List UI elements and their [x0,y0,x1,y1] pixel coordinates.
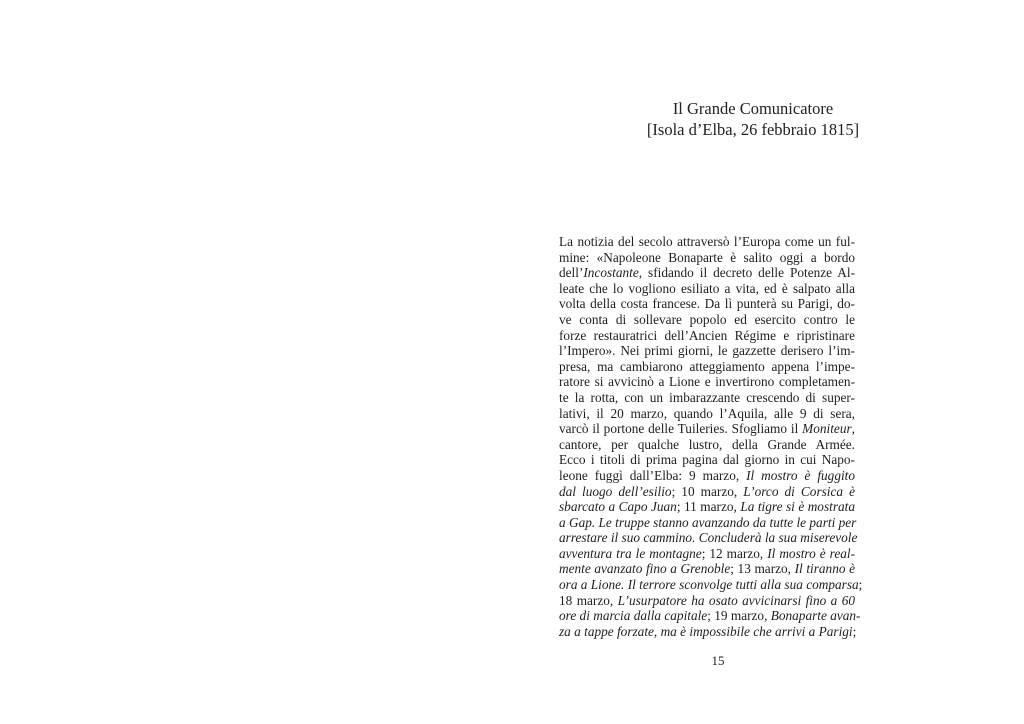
text-line [559,577,863,593]
text-line [559,390,855,406]
italic-text: Moniteur [802,421,852,437]
text-line [559,359,855,375]
italic-text: sbarcato a Capo Juan [559,499,677,515]
text-line [559,593,855,609]
text-line [559,499,855,515]
text-line [559,328,855,344]
text-line [559,250,855,266]
text-line [559,312,855,328]
text-line [559,296,855,312]
italic-text: ora a Lione. Il terrore sconvolge tutti alla sua comparsa [559,577,859,593]
text-line [559,374,855,390]
italic-text: Il tiranno è [794,561,855,577]
text-segment: 18 marzo, [559,592,618,608]
text-segment: Ecco i titoli di prima pagina dal giorno in cui Napo- [559,452,855,468]
text-segment: ; 10 marzo, [671,483,744,499]
text-segment: La notizia del secolo attraversò l’Europa come un ful- [559,234,855,249]
page-number: 15 [711,653,725,668]
text-line [559,281,855,297]
chapter-heading [558,98,948,140]
text-line [559,561,855,577]
text-segment: lativi, il 20 marzo, quando l’Aquila, alle 9 di sera, [559,405,855,421]
text-segment: leone fuggì dall’Elba: 9 marzo, [559,467,747,483]
italic-text: L’usurpatore ha osato avvicinarsi fino a 60 [617,592,856,608]
italic-text: dal luogo dell’esilio [559,483,672,499]
text-line [559,452,855,468]
text-segment: dell’ [559,265,584,281]
text-segment: presa, ma cambiarono atteggiamento appena l’impe- [559,358,855,374]
italic-text: Bonaparte avan- [770,608,861,624]
text-line [559,515,855,531]
right-page [512,0,1024,724]
text-line [559,421,855,437]
text-line [559,624,855,640]
text-segment: mine: «Napoleone Bonaparte è salito oggi a bordo [559,249,855,265]
italic-text: a Gap. Le truppe stanno avanzando da tutte le parti per [559,514,857,530]
italic-text: za a tappe forzate, ma è impossibile che arrivi a Parigi [559,623,853,639]
text-line [559,406,855,422]
italic-text: Il mostro è fuggito [746,467,856,483]
text-line [559,234,855,250]
text-segment: ratore si avvicinò a Lione e invertirono completamen- [559,374,855,390]
body-text [559,234,863,639]
text-line [559,343,855,359]
text-segment: forze restauratrici dell’Ancien Régime e ripristinare [559,327,855,343]
chapter-title: Il Grande Comunicatore [672,99,834,118]
italic-text: ore di marcia dalla capitale [559,608,708,624]
text-segment: ; [852,623,857,639]
text-line [559,484,855,500]
text-line [559,265,855,281]
text-segment: ; [858,577,863,593]
text-segment: ; 13 marzo, [730,561,795,577]
text-segment: ; 11 marzo, [676,499,741,515]
text-line [559,468,855,484]
italic-text: L’orco di Corsica è [743,483,855,499]
italic-text: arrestare il suo cammino. Concluderà la sua miserevole [559,530,858,546]
text-line [559,546,855,562]
text-line [559,608,861,624]
text-segment: l’Impero». Nei primi giorni, le gazzette derisero l’im- [559,343,855,359]
text-line [559,437,855,453]
italic-text: La tigre si è mostrata [740,499,855,515]
text-line [559,530,858,546]
text-segment: ; 12 marzo, [701,545,768,561]
text-segment: , [851,421,855,437]
text-segment: cantore, per qualche lustro, della Grande Armée. [559,436,855,452]
text-segment: leate che lo vogliono esiliato a vita, ed è salpato alla [559,280,855,296]
text-segment: , sfidando il decreto delle Potenze Al- [638,265,855,281]
italic-text: Incostante [583,265,639,281]
text-segment: ve conta di sollevare popolo ed esercito contro le [559,311,855,327]
text-segment: te la rotta, con un imbarazzante crescendo di super- [559,389,855,405]
text-segment: varcò il portone delle Tuileries. Sfogliamo il [559,421,803,437]
italic-text: mente avanzato fino a Grenoble [559,561,731,577]
text-segment: ; 19 marzo, [707,608,771,624]
text-segment: volta della costa francese. Da lì punterà su Parigi, do- [559,296,855,312]
chapter-subtitle: [Isola d’Elba, 26 febbraio 1815] [646,120,860,139]
italic-text: Il mostro è real- [767,545,855,561]
italic-text: avventura tra le montagne [559,545,702,561]
